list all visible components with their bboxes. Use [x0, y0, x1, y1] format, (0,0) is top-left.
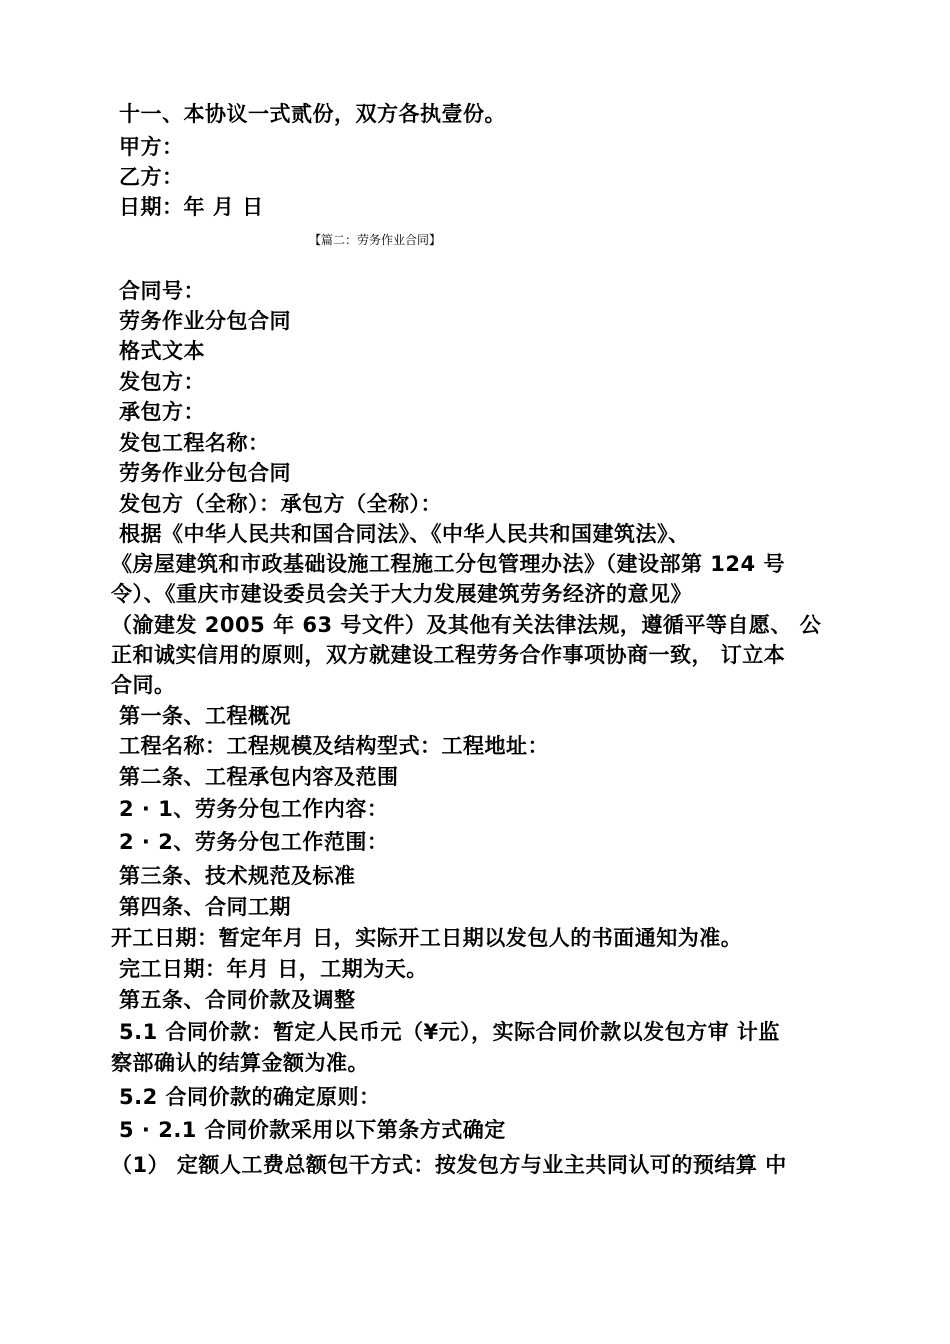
article-five-heading: 第五条、合同价款及调整: [119, 988, 356, 1012]
project-overview-fields: 工程名称：工程规模及结构型式：工程地址：: [119, 734, 549, 758]
item-5-2-1: 5 · 2.1 合同价款采用以下第条方式确定: [119, 1118, 506, 1142]
item-5-2: 5.2 合同价款的确定原则：: [119, 1085, 381, 1109]
article-three-heading: 第三条、技术规范及标准: [119, 864, 356, 888]
format-text-label: 格式文本: [119, 339, 205, 363]
contract-title: 劳务作业分包合同: [119, 309, 291, 333]
completion-date-line: 完工日期：年月 日，工期为天。: [119, 957, 428, 981]
item-5-1-line-1: 5.1 合同价款：暂定人民币元（¥元），实际合同价款以发包方审 计监: [119, 1020, 780, 1044]
preamble-line-1: 根据《中华人民共和国合同法》、《中华人民共和国建筑法》、: [119, 522, 690, 546]
item-2-1: 2 · 1、劳务分包工作内容：: [119, 797, 389, 821]
project-name-label: 发包工程名称：: [119, 431, 270, 455]
party-a-label: 甲方：: [119, 135, 184, 159]
parties-full-name-line: 发包方（全称）：承包方（全称）：: [119, 492, 442, 516]
start-date-line: 开工日期：暂定年月 日，实际开工日期以发包人的书面通知为准。: [111, 926, 743, 950]
contract-title-repeat: 劳务作业分包合同: [119, 461, 291, 485]
contract-number-label: 合同号：: [119, 279, 205, 303]
preamble-line-2: 《房屋建筑和市政基础设施工程施工分包管理办法》（建设部第 124 号: [111, 552, 785, 576]
preamble-line-4: （渝建发 2005 年 63 号文件）及其他有关法律法规，遵循平等自愿、 公: [111, 613, 822, 637]
party-b-label: 乙方：: [119, 165, 184, 189]
option-1-line: （1） 定额人工费总额包干方式：按发包方与业主共同认可的预结算 中: [111, 1153, 787, 1177]
preamble-line-6: 合同。: [111, 673, 176, 697]
article-four-heading: 第四条、合同工期: [119, 895, 291, 919]
date-label: 日期：年 月 日: [119, 195, 264, 219]
preamble-line-5: 正和诚实信用的原则，双方就建设工程劳务合作事项协商一致， 订立本: [111, 643, 786, 667]
item-5-1-line-2: 察部确认的结算金额为准。: [111, 1051, 369, 1075]
article-one-heading: 第一条、工程概况: [119, 704, 291, 728]
clause-eleven: 十一、本协议一式贰份，双方各执壹份。: [119, 102, 506, 126]
section-heading: 【篇二：劳务作业合同】: [309, 233, 442, 247]
item-2-2: 2 · 2、劳务分包工作范围：: [119, 830, 389, 854]
employer-label: 发包方：: [119, 370, 205, 394]
contractor-label: 承包方：: [119, 400, 205, 424]
article-two-heading: 第二条、工程承包内容及范围: [119, 765, 399, 789]
preamble-line-3: 令）、《重庆市建设委员会关于大力发展建筑劳务经济的意见》: [111, 582, 692, 606]
